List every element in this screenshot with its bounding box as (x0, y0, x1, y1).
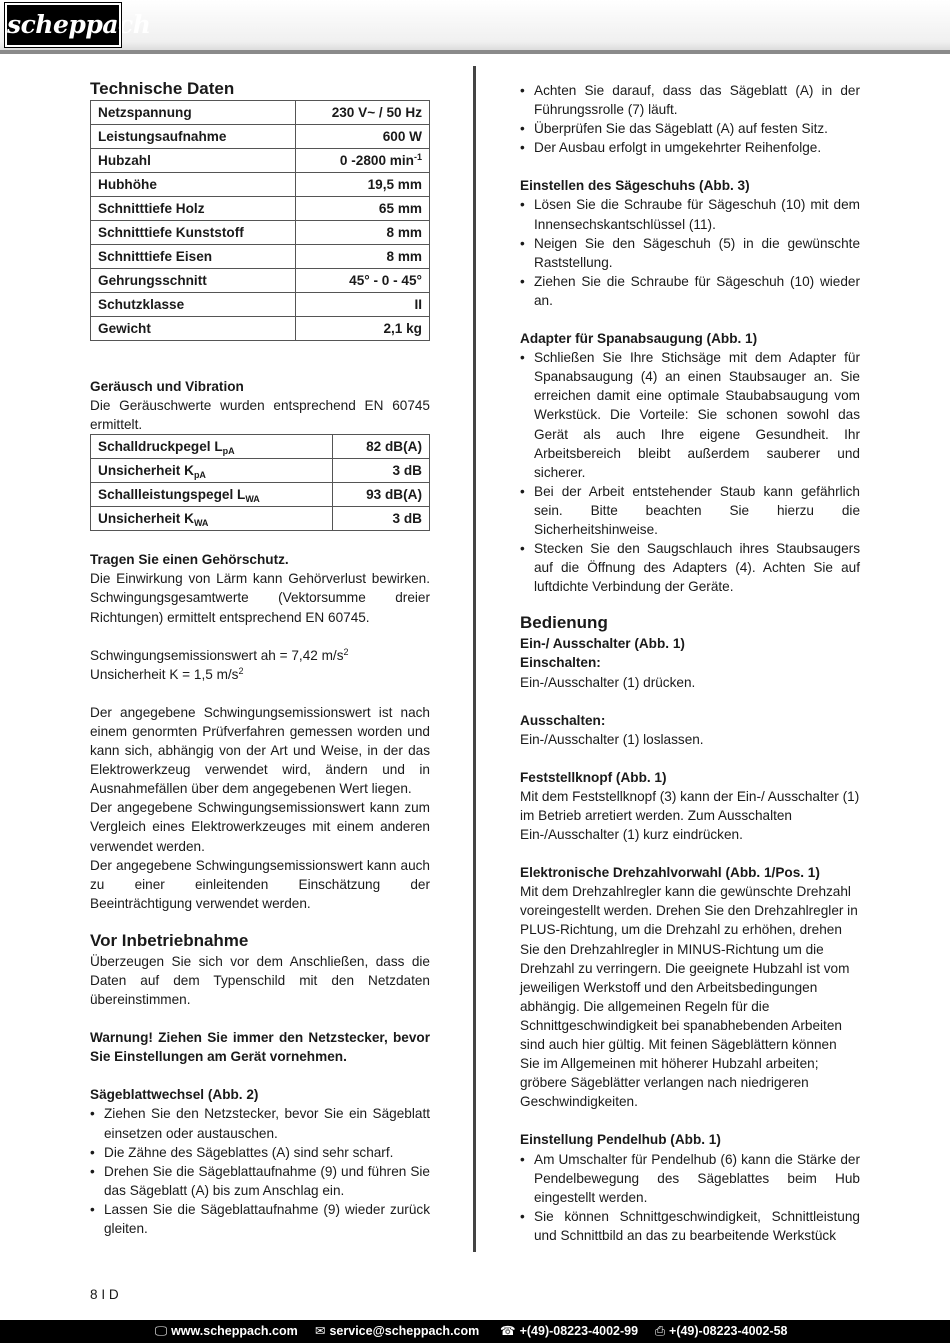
switch-title: Ein-/ Ausschalter (Abb. 1) (520, 636, 685, 652)
operation-title: Bedienung (520, 613, 608, 633)
spec-value: 45° - 0 - 45° (295, 269, 429, 293)
spec-label: Hubzahl (91, 149, 296, 173)
pendulum-title: Einstellung Pendelhub (Abb. 1) (520, 1132, 721, 1148)
table-row (91, 459, 430, 483)
spec-value: 0 -2800 $\min^{-1}$ (295, 149, 429, 173)
vibration-paragraph: Der angegebene Schwingungsemissionswert ist nach einem genormten Prüfverfahren gemessen worden und kann sich, abhängig von der Art und Weise, in der das Elektrowerkzeug verwendet wird, ändern und in Ausnahmefällen über dem angegebenen Wert liegen. (90, 704, 430, 797)
lock-button-title: Feststellknopf (Abb. 1) (520, 769, 667, 785)
footer-email[interactable]: ✉ service@scheppach.com (315, 1324, 480, 1338)
list-item: • Sie können Schnittgeschwindigkeit, Schnittleistung und Schnittbild an das zu bearbeitende Werkstück (520, 1208, 860, 1243)
table-row (91, 149, 430, 173)
page-number: 8 I D (90, 1287, 119, 1302)
vibration-value: Schwingungsemissionswert ah = 7,42 $m/s^2$ (90, 646, 349, 663)
noise-value: 3 dB (332, 507, 429, 531)
spec-value: 65 mm (295, 197, 429, 221)
table-row (91, 269, 430, 293)
table-row (91, 245, 430, 269)
noise-label: Unsicherheit $K_{pA}$ (91, 459, 333, 483)
noise-intro: Die Geräuschwerte wurden entsprechend EN 60745 ermittelt. (90, 398, 430, 433)
switch-on-title: Einschalten: (520, 655, 601, 671)
vibration-paragraph: Der angegebene Schwingungsemissionswert kann zum Vergleich eines Elektrowerkzeuges mit einem anderen verwendet werden. (90, 800, 430, 854)
list-item: • Die Zähne des Sägeblattes (A) sind sehr scharf. (90, 1144, 394, 1160)
hearing-protection-text: Die Einwirkung von Lärm kann Gehörverlust bewirken. Schwingungsgesamtwerte (Vektorsumme dreier Richtungen) ermittelt entsprechend EN 60745. (90, 571, 430, 625)
brand-logo: scheppach (5, 3, 121, 47)
fax-icon: ⎙ (655, 1324, 666, 1338)
list-item: • Am Umschalter für Pendelhub (6) kann die Stärke der Pendelbewegung des Sägeblattes beim Hub eingestellt werden. (520, 1151, 860, 1205)
mail-icon: ✉ (315, 1324, 326, 1338)
lock-button-text: Mit dem Feststellknopf (3) kann der Ein-/ Ausschalter (1) im Betrieb arretiert werden. Zum Ausschalten Ein-/Ausschalter (1) kurz eindrücken. (520, 788, 860, 843)
noise-table (90, 434, 430, 531)
list-item: • Lassen Sie die Sägeblattaufnahme (9) wieder zurück gleiten. (90, 1201, 430, 1236)
dust-adapter-list (520, 348, 860, 596)
list-item: • Stecken Sie den Saugschlauch ihres Staubsaugers auf die Öffnung des Adapters (4). Achten Sie auf luftdichte Verbindung der Geräte. (520, 541, 860, 595)
list-item: • Lösen Sie die Schraube für Sägeschuh (10) mit dem Innensechskantschlüssel (11). (520, 197, 860, 232)
table-row (91, 221, 430, 245)
noise-value: 93 dB(A) (332, 483, 429, 507)
header-rule (0, 50, 950, 54)
saw-shoe-title: Einstellen des Sägeschuhs (Abb. 3) (520, 178, 750, 194)
noise-label: Unsicherheit $K_{WA}$ (91, 507, 333, 531)
switch-on-text: Ein-/Ausschalter (1) drücken. (520, 674, 696, 690)
left-column (90, 78, 430, 1238)
column-divider (473, 66, 476, 1252)
switch-off-title: Ausschalten: (520, 712, 606, 728)
noise-value: 82 dB(A) (332, 435, 429, 459)
footer-website[interactable]: 🖵 www.scheppach.com (155, 1324, 298, 1338)
table-row (91, 197, 430, 221)
list-item: • Ziehen Sie die Schraube für Sägeschuh (10) wieder an. (520, 273, 860, 308)
spec-label: Schutzklasse (91, 293, 296, 317)
footer-phone: ☎ +(49)-08223-4002-99 (500, 1324, 639, 1338)
noise-label: Schallleistungspegel $L_{WA}$ (91, 483, 333, 507)
right-column (520, 81, 860, 1245)
table-row (91, 435, 430, 459)
speed-control-text: Mit dem Drehzahlregler kann die gewünschte Drehzahl voreingestellt werden. Drehen Sie den Drehzahlregler in PLUS-Richtung, um die Drehzahl zu erhöhen, drehen Sie den Drehzahlregler in MINUS-Richtung um die Drehzahl zu verringern. Die geeignete Hubzahl ist vom jeweiligen Werkstoff und den Arbeitsbedingungen abhängig. Die allgemeinen Regeln für die Schnittgeschwindigkeit bei spanabhebenden Arbeiten sind auch hier gültig. Mit feinen Sägeblättern können Sie im Allgemeinen mit höherer Hubzahl arbeiten; gröbere Sägeblätter verlangen nach niedrigeren Geschwindigkeiten. (520, 884, 858, 1110)
spec-value: II (295, 293, 429, 317)
tech-data-title: Technische Daten (90, 79, 235, 98)
table-row (91, 293, 430, 317)
list-item: • Ziehen Sie den Netzstecker, bevor Sie ein Sägeblatt einsetzen oder austauschen. (90, 1106, 430, 1141)
vibration-uncertainty: Unsicherheit K = 1,5 $m/s^2$ (90, 665, 244, 682)
before-use-text: Überzeugen Sie sich vor dem Anschließen, dass die Daten auf dem Typenschild mit den Netzdaten übereinstimmen. (90, 953, 430, 1008)
spec-label: Schnitttiefe Eisen (91, 245, 296, 269)
computer-icon: 🖵 (155, 1324, 168, 1338)
spec-value: 230 V~ / 50 Hz (295, 101, 429, 125)
spec-label: Hubhöhe (91, 173, 296, 197)
footer-fax: ⎙ +(49)-08223-4002-58 (655, 1324, 788, 1338)
spec-label: Netzspannung (91, 101, 296, 125)
warning-text: Warnung! Ziehen Sie immer den Netzstecker, bevor Sie Einstellungen am Gerät vornehmen. (90, 1030, 430, 1065)
noise-value: 3 dB (332, 459, 429, 483)
list-item: • Schließen Sie Ihre Stichsäge mit dem Adapter für Spanabsaugung (4) an einen Staubsauger an. Sie erreichen damit eine optimale Staubabsaugung vom Werkstück. Die Vorteile: Sie schonen sowohl das Gerät als auch Ihre eigene Gesundheit. Ihr Arbeitsbereich bleibt außerdem sauberer und sicherer. (520, 350, 860, 480)
pendulum-list (520, 1150, 860, 1245)
list-item: • Achten Sie darauf, dass das Sägeblatt (A) in der Führungssrolle (7) läuft. (520, 83, 860, 118)
spec-label: Schnitttiefe Kunststoff (91, 221, 296, 245)
blade-change-list (90, 1104, 430, 1238)
table-row (91, 507, 430, 531)
blade-change-title: Sägeblattwechsel (Abb. 2) (90, 1087, 259, 1103)
table-row (91, 101, 430, 125)
spec-value: 8 mm (295, 245, 429, 269)
dust-adapter-title: Adapter für Spanabsaugung (Abb. 1) (520, 331, 758, 347)
table-row (91, 125, 430, 149)
list-item: • Überprüfen Sie das Sägeblatt (A) auf festen Sitz. (520, 121, 828, 137)
spec-value: 8 mm (295, 221, 429, 245)
spec-label: Leistungsaufnahme (91, 125, 296, 149)
spec-label: Gehrungsschnitt (91, 269, 296, 293)
table-row (91, 483, 430, 507)
spec-value: 19,5 mm (295, 173, 429, 197)
spec-label: Schnitttiefe Holz (91, 197, 296, 221)
spec-value: 600 W (295, 125, 429, 149)
list-item: • Der Ausbau erfolgt in umgekehrter Reihenfolge. (520, 140, 822, 156)
list-item: • Drehen Sie die Sägeblattaufnahme (9) und führen Sie das Sägeblatt (A) bis zum Anschlag ein. (90, 1163, 430, 1198)
vibration-paragraph: Der angegebene Schwingungsemissionswert kann auch zu einer einleitenden Einschätzung der Beeinträchtigung verwendet werden. (90, 857, 430, 911)
list-item: • Bei der Arbeit entstehender Staub kann gefährlich sein. Bitte beachten Sie hierzu die Sicherheitshinweise. (520, 483, 860, 537)
footer-bar (0, 1320, 950, 1343)
spec-label: Gewicht (91, 317, 296, 341)
blade-change-list-continued (520, 81, 860, 157)
switch-off-text: Ein-/Ausschalter (1) loslassen. (520, 731, 704, 747)
spec-value: 2,1 kg (295, 317, 429, 341)
hearing-protection-title: Tragen Sie einen Gehörschutz. (90, 552, 289, 568)
table-row (91, 317, 430, 341)
list-item: • Neigen Sie den Sägeschuh (5) in die gewünschte Raststellung. (520, 235, 860, 270)
before-use-title: Vor Inbetriebnahme (90, 930, 249, 950)
tech-data-table (90, 100, 430, 341)
phone-icon: ☎ (500, 1324, 516, 1338)
speed-control-title: Elektronische Drehzahlvorwahl (Abb. 1/Pos. 1) (520, 865, 820, 881)
table-row (91, 173, 430, 197)
saw-shoe-list (520, 195, 860, 310)
noise-label: Schalldruckpegel $L_{pA}$ (91, 435, 333, 459)
noise-title: Geräusch und Vibration (90, 379, 244, 394)
